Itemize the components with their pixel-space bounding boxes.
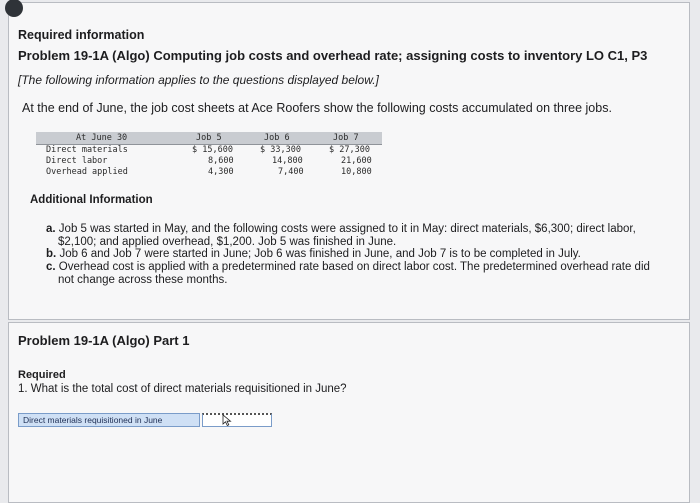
row-label-direct-labor: Direct labor xyxy=(46,156,108,166)
item-text-continued: $2,100; and applied overhead, $1,200. Job 5 was finished in June. xyxy=(58,235,397,248)
applies-note: [The following information applies to the questions displayed below.] xyxy=(18,73,379,87)
job6-overhead-applied: 7,400 xyxy=(278,167,304,177)
additional-item-a xyxy=(46,223,666,248)
job5-overhead-applied: 4,300 xyxy=(208,167,234,177)
job-cost-table xyxy=(36,132,382,182)
item-letter: b. xyxy=(46,248,57,260)
job7-overhead-applied: 10,800 xyxy=(341,167,372,177)
item-text: Overhead cost is applied with a predetermined rate based on direct labor cost. The predetermined overhead rate did xyxy=(58,261,650,273)
mouse-pointer-icon xyxy=(222,414,232,426)
circle-badge-icon xyxy=(5,0,23,17)
item-text: Job 5 was started in May, and the following costs were assigned to it in May: direct materials, $6,300; direct labor, xyxy=(58,223,636,235)
job7-direct-materials: $ 27,300 xyxy=(329,145,370,155)
problem-title: Problem 19-1A (Algo) Computing job costs and overhead rate; assigning costs to inventory LO C1, P3 xyxy=(18,48,648,63)
part-title: Problem 19-1A (Algo) Part 1 xyxy=(18,333,190,348)
job6-direct-labor: 14,800 xyxy=(272,156,303,166)
item-letter: c. xyxy=(46,261,56,273)
intro-text: At the end of June, the job cost sheets at Ace Roofers show the following costs accumulated on three jobs. xyxy=(22,101,612,115)
item-letter: a. xyxy=(46,223,56,235)
job7-direct-labor: 21,600 xyxy=(341,156,372,166)
column-header-job6: Job 6 xyxy=(264,133,290,143)
column-header-date: At June 30 xyxy=(76,133,128,143)
column-header-job7: Job 7 xyxy=(333,133,359,143)
item-text: Job 6 and Job 7 were started in June; Job 6 was finished in June, and Job 7 is to be completed in July. xyxy=(59,248,581,260)
additional-item-c xyxy=(46,261,666,286)
job5-direct-labor: 8,600 xyxy=(208,156,234,166)
row-label-direct-materials: Direct materials xyxy=(46,145,128,155)
job6-direct-materials: $ 33,300 xyxy=(260,145,301,155)
item-text-continued: not change across these months. xyxy=(58,273,228,286)
required-label: Required xyxy=(18,369,66,381)
job5-direct-materials: $ 15,600 xyxy=(192,145,233,155)
additional-item-b xyxy=(46,248,666,261)
required-information-heading: Required information xyxy=(18,28,145,42)
row-label-overhead-applied: Overhead applied xyxy=(46,167,128,177)
answer-row-label: Direct materials requisitioned in June xyxy=(18,413,200,427)
direct-materials-answer-input[interactable] xyxy=(202,413,272,427)
question-text: 1. What is the total cost of direct materials requisitioned in June? xyxy=(18,383,347,395)
column-header-job5: Job 5 xyxy=(196,133,222,143)
additional-information-title: Additional Information xyxy=(30,194,153,206)
